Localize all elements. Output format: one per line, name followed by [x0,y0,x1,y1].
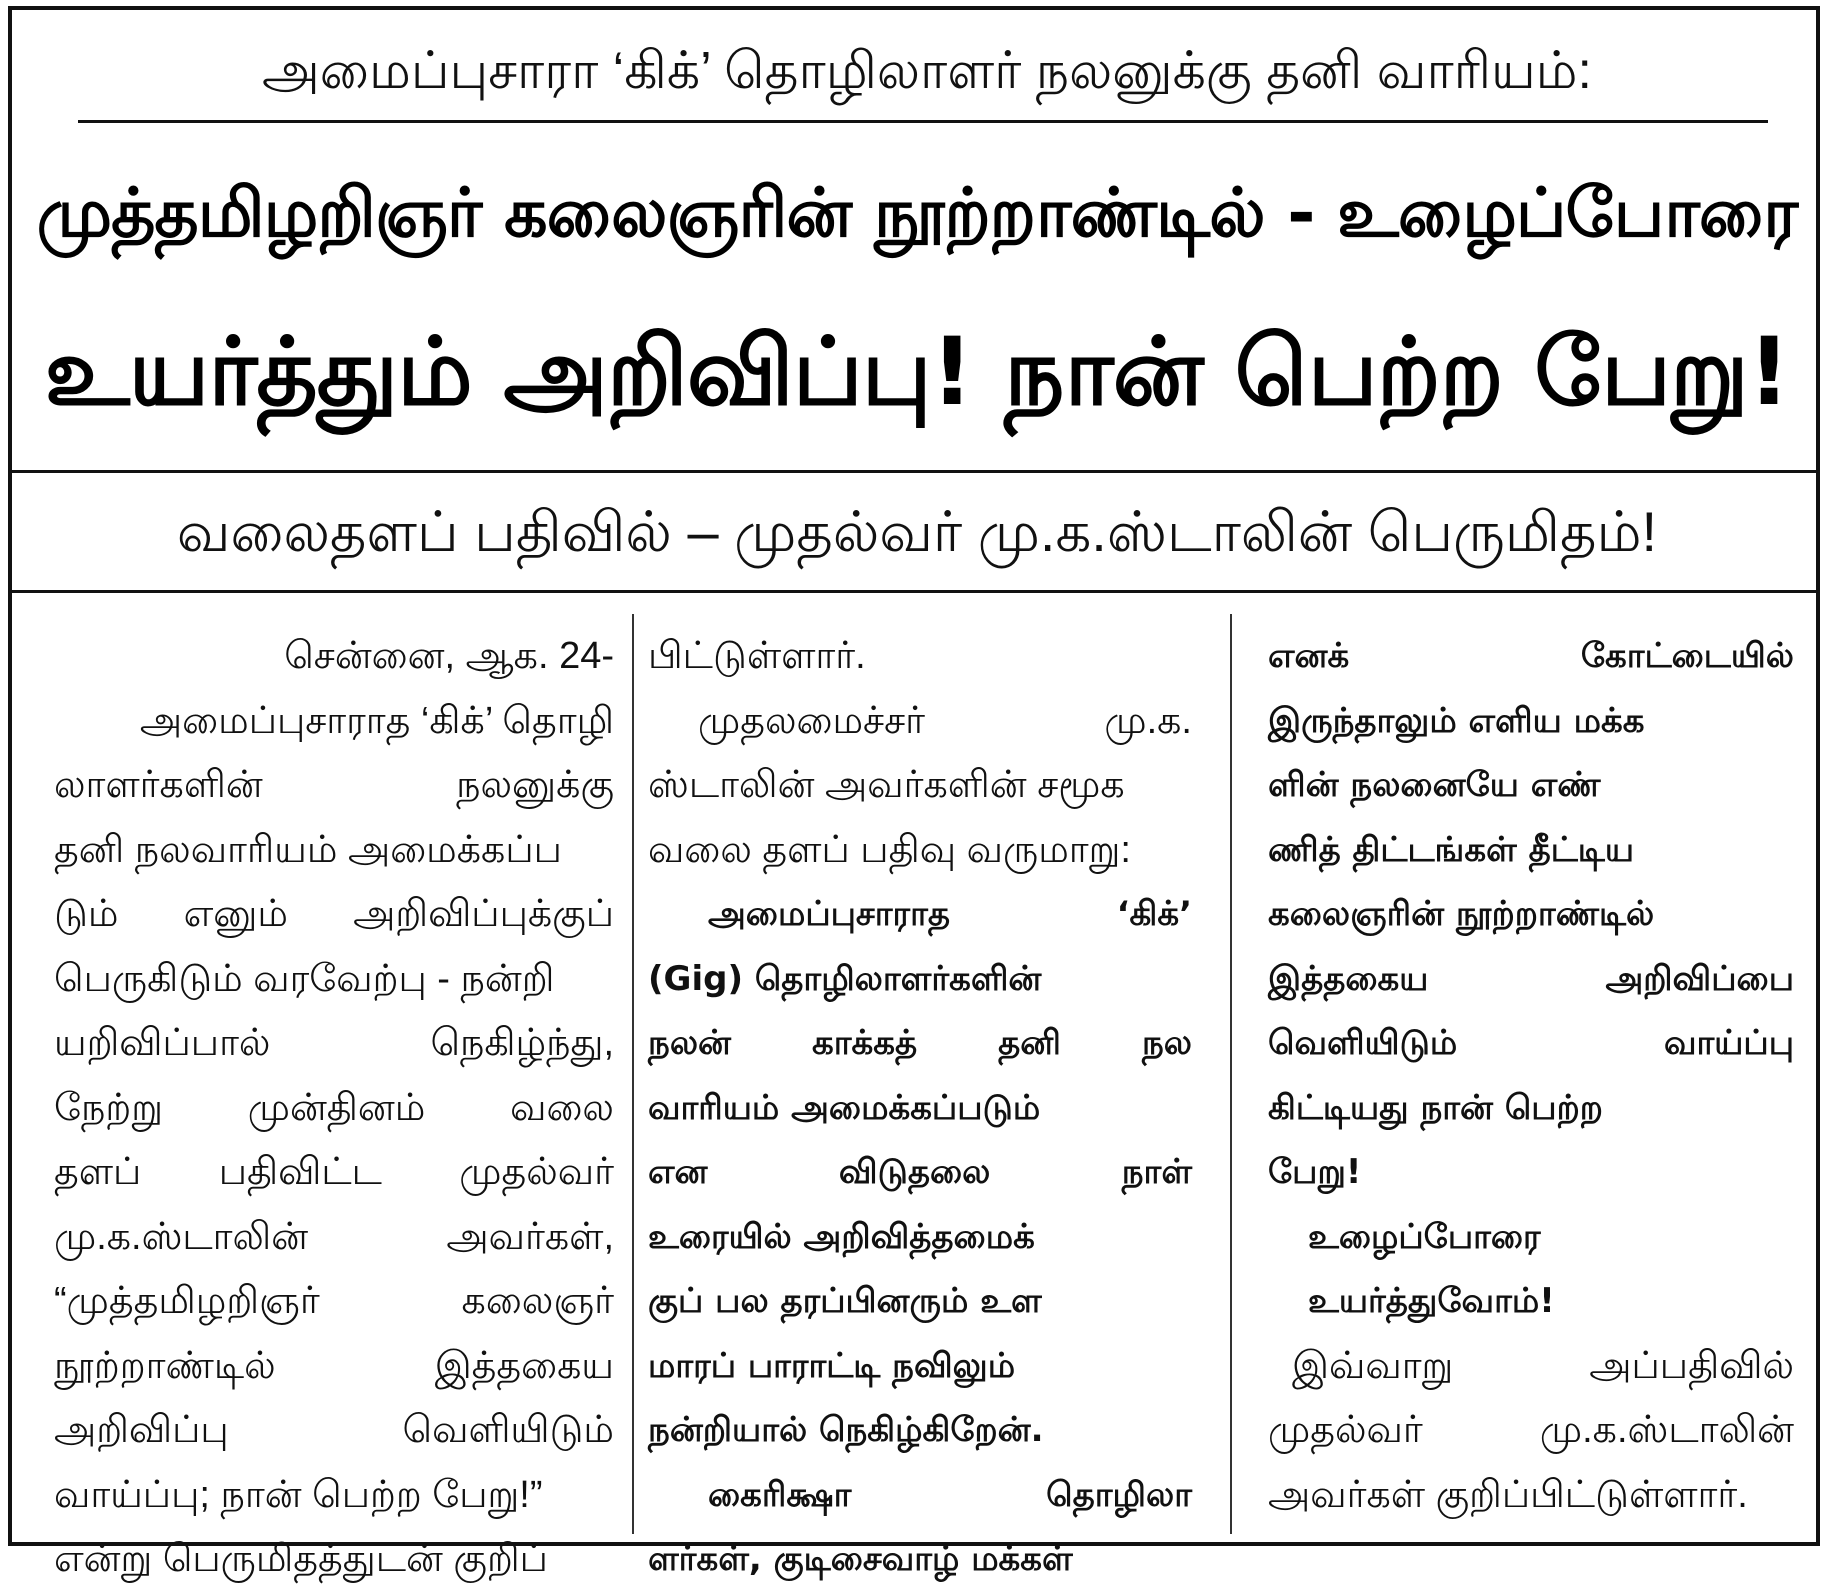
text-line [54,753,614,818]
text-line: (Gig) தொழிலாளர்களின் [648,958,1042,999]
text-line: வலை தளப் பதிவு வருமாறு: [648,828,1131,871]
text-line [54,1269,614,1334]
text-line: பேறு! [1268,1152,1362,1192]
word: முதல்வர் [459,1151,614,1193]
word: ‘கிக்’ [1116,894,1192,934]
word: நாள் [1121,1152,1192,1192]
text-line [648,689,1192,754]
word: வெளியிடும் [1268,1023,1458,1063]
word: நலன் [648,1023,732,1063]
text-line [648,1011,1192,1076]
word: நெகிழ்ந்து, [430,1022,614,1064]
text-line [1268,624,1794,689]
text-line: பிட்டுள்ளார். [648,635,866,677]
text-line: உயர்த்துவோம்! [1308,1281,1555,1321]
text-line: கிட்டியது நான் பெற்ற [1268,1087,1603,1128]
article-column-2 [648,624,1192,1592]
dateline: சென்னை, ஆக. 24- [284,635,614,677]
word: டும் [54,893,119,935]
word: என [648,1152,708,1192]
text-line: அமைப்புசாராத ‘கிக்’ தொழி [139,699,614,742]
word: நல [1141,1023,1192,1063]
word: விடுதலை [838,1152,991,1192]
word: தளப் [54,1151,142,1193]
subheadline: வலைதளப் பதிவில் – முதல்வர் மு.க.ஸ்டாலின் பெருமிதம்! [176,500,1658,563]
word: அறிவிப்பு [54,1409,229,1451]
word: எனும் [183,893,288,935]
text-line: ஸ்டாலின் அவர்களின் சமூக [648,764,1125,806]
word: அமைப்புசாராத [708,894,950,934]
word: “முத்தமிழறிஞர் [54,1280,320,1322]
divider-top [12,470,1816,473]
text-line [648,1463,1192,1528]
word: பதிவிட்ட [218,1151,382,1193]
text-line [54,882,614,947]
word: முதலமைச்சர் [698,699,925,742]
column-divider-1 [632,614,634,1534]
kicker-underline [78,120,1768,123]
word: வெளியிடும் [402,1409,614,1451]
word: கைரிக்ஷா [708,1474,852,1515]
word: எனக் [1268,636,1350,676]
word: அப்பதிவில் [1589,1344,1794,1387]
text-line: வாய்ப்பு; நான் பெற்ற பேறு!” [54,1473,543,1516]
word: லாளர்களின் [54,764,263,806]
text-line: ணித் திட்டங்கள் தீட்டிய [1268,829,1634,870]
word: மு.க.ஸ்டாலின் [54,1215,309,1258]
text-line [54,1140,614,1205]
word: அறிவிப்புக்குப் [353,893,614,935]
word: வாய்ப்பு [1663,1023,1794,1063]
text-line [54,1205,614,1270]
word: தனி [998,1023,1061,1063]
text-line: ளர்கள், குடிசைவாழ் மக்கள் [648,1539,1073,1579]
word: நேற்று [54,1086,163,1129]
text-line: ளின் நலனையே எண் [1268,765,1601,805]
word: அவர்கள், [446,1215,614,1258]
text-line: உரையில் அறிவித்தமைக் [648,1216,1035,1257]
text-line: நன்றியால் நெகிழ்கிறேன். [648,1410,1044,1450]
text-line [1268,1334,1794,1399]
text-line: என்று பெருமிதத்துடன் குறிப் [54,1538,548,1580]
word: கலைஞர் [461,1280,614,1322]
text-line [1268,1398,1794,1463]
text-line [54,1398,614,1463]
word: இவ்வாறு [1292,1344,1454,1387]
text-line [54,1076,614,1141]
text-line: மாரப் பாராட்டி நவிலும் [648,1345,1016,1386]
text-line [1268,947,1794,1012]
word: யறிவிப்பால் [54,1022,271,1064]
article-column-1 [54,624,614,1592]
text-line: அவர்கள் குறிப்பிட்டுள்ளார். [1268,1473,1748,1516]
text-line: குப் பல தரப்பினரும் உள [648,1281,1042,1321]
divider-bottom [12,590,1816,593]
text-line: கலைஞரின் நூற்றாண்டில் [1268,894,1655,934]
headline-line-1: முத்தமிழறிஞர் கலைஞரின் நூற்றாண்டில் - உழைப்போரை [36,174,1798,253]
text-line [54,1011,614,1076]
text-line [648,882,1192,947]
text-line: தனி நலவாரியம் அமைக்கப்ப [54,828,562,871]
text-line: உழைப்போரை [1308,1216,1541,1257]
text-line: இருந்தாலும் எளிய மக்க [1268,700,1645,741]
word: முன்தினம் [247,1086,426,1129]
word: கோட்டையில் [1580,636,1794,676]
word: நூற்றாண்டில் [54,1344,276,1387]
word: முதல்வர் [1268,1409,1423,1451]
column-divider-2 [1230,614,1232,1534]
news-clipping [8,6,1820,1580]
word: அறிவிப்பை [1605,958,1794,999]
word: மு.க.ஸ்டாலின் [1539,1409,1794,1451]
article-column-3 [1268,624,1794,1527]
word: மு.க. [1104,699,1192,742]
text-line: வாரியம் அமைக்கப்படும் [648,1087,1041,1128]
word: காக்கத் [812,1023,918,1063]
word: வலை [510,1086,614,1129]
text-line [54,1334,614,1399]
text-line: பெருகிடும் வரவேற்பு - நன்றி [54,957,555,1000]
text-line [1268,1011,1794,1076]
word: இத்தகைய [434,1344,614,1387]
word: நலனுக்கு [456,764,614,806]
word: இத்தகைய [1268,958,1429,999]
text-line [648,1140,1192,1205]
headline-line-2: உயர்த்தும் அறிவிப்பு! நான் பெற்ற பேறு! [44,318,1790,427]
kicker: அமைப்புசாரா ‘கிக்’ தொழிலாளர் நலனுக்கு தனி வாரியம்: [262,42,1592,100]
word: தொழிலா [1046,1474,1192,1515]
